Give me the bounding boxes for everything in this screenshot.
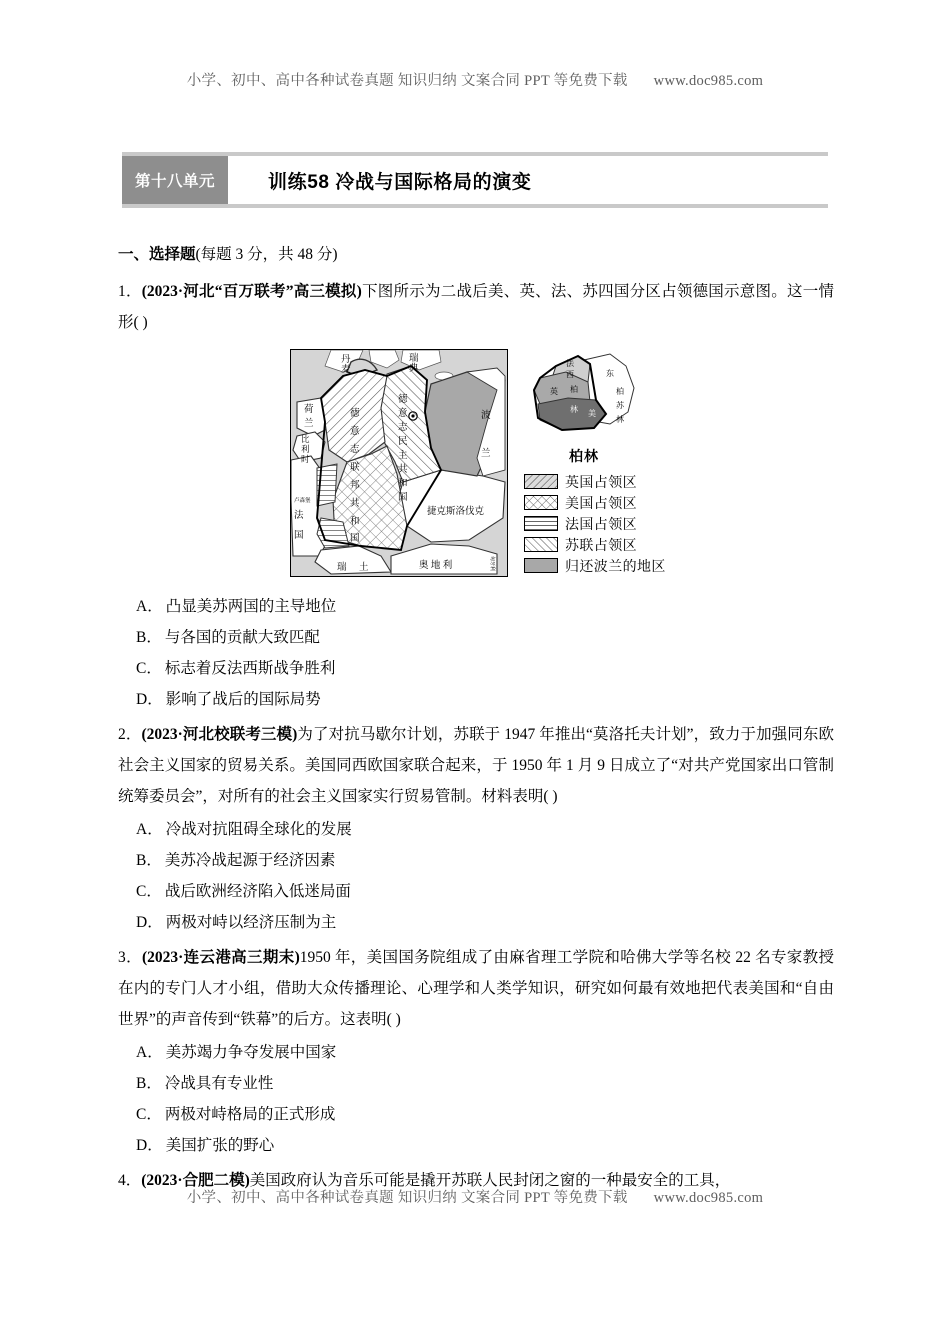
watermark-top (0, 69, 950, 90)
option-text: 美苏竭力争夺发展中国家 (165, 1044, 337, 1061)
option-text: 冷战对抗阻碍全球化的发展 (165, 821, 352, 838)
legend-swatch-poland-icon (524, 558, 558, 573)
question-3-stem: 1950 年，美国国务院组成了由麻省理工学院和哈佛大学等名校 22 名专家教授在内的专门人才小组，借助大众传播理论、心理学和人类学知识，研究如何最有效地把代表美国和“自由世界”的声音传到“铁幕”的后方。这表明( ) (118, 949, 834, 1028)
legend-swatch-fr-icon (524, 516, 558, 531)
question-1-number: 1． (118, 283, 142, 300)
question-1 (118, 276, 834, 338)
option-letter: A． (136, 821, 163, 838)
map-label-czechoslovakia: 捷克斯洛伐克 (427, 507, 485, 517)
legend-row-poland (524, 555, 674, 576)
question-1-option-b[interactable] (118, 622, 834, 653)
question-content (118, 240, 834, 1196)
question-1-option-c[interactable] (118, 653, 834, 684)
map-label-gdr-4: 民 (398, 437, 408, 447)
legend-row-su (524, 534, 674, 555)
option-letter: D． (136, 914, 163, 931)
map-label-france2: 国 (294, 531, 304, 541)
legend-label-uk: 英国占领区 (565, 475, 637, 491)
watermark-text: 小学、初中、高中各种试卷真题 知识归纳 文案合同 PPT 等免费下载 (186, 1190, 628, 1206)
question-1-options (118, 591, 834, 715)
question-3-options (118, 1037, 834, 1161)
option-letter: B． (136, 1075, 162, 1092)
map-label-gdr-7: 和 (398, 479, 408, 489)
inset-caption: 柏林 (569, 450, 599, 465)
option-letter: D． (136, 1137, 163, 1154)
question-3-source: (2023·连云港高三期末) (141, 949, 300, 966)
map-label-sweden2: 典 (409, 364, 419, 374)
legend-label-su: 苏联占领区 (565, 538, 637, 554)
map-legend (524, 471, 674, 576)
map-label-frg-3: 志 (350, 445, 360, 455)
legend-row-fr (524, 513, 674, 534)
question-4-source: (2023·合肥二模) (141, 1172, 250, 1189)
option-text: 两极对峙以经济压制为主 (165, 914, 337, 931)
map-label-gdr-8: 国 (398, 493, 408, 503)
map-label-poland: 波 (481, 411, 491, 421)
inset-label-us: 美 (588, 409, 596, 418)
map-label-gdr-2: 意 (398, 409, 408, 419)
question-2-option-b[interactable] (118, 845, 834, 876)
legend-swatch-su-icon (524, 537, 558, 552)
map-germany-svg (291, 350, 507, 576)
question-1-option-d[interactable] (118, 684, 834, 715)
berlin-inset-svg (522, 350, 662, 450)
question-1-source: (2023·河北“百万联考”高三模拟) (141, 283, 362, 300)
watermark-url: www.doc985.com (653, 73, 764, 89)
map-label-frg-8: 国 (350, 534, 360, 544)
map-label-belgium: 比 (301, 434, 310, 444)
map-label-gdr-5: 主 (398, 451, 408, 461)
unit-banner (122, 152, 828, 208)
option-letter: A． (136, 598, 163, 615)
unit-banner-inner (122, 156, 828, 204)
map-label-poland2: 兰 (481, 449, 491, 459)
inset-label-fr: 法 (566, 359, 574, 368)
option-text: 美苏冷战起源于经济因素 (164, 852, 336, 869)
map-label-belgium2: 利 (301, 444, 310, 454)
legend-swatch-us-icon (524, 495, 558, 510)
question-2-option-d[interactable] (118, 907, 834, 938)
option-text: 战后欧洲经济陷入低迷局面 (164, 883, 351, 900)
page-title: 训练58 冷战与国际格局的演变 (268, 171, 532, 193)
watermark-url: www.doc985.com (653, 1190, 764, 1206)
option-text: 影响了战后的国际局势 (165, 691, 321, 708)
map-label-gdr-1: 德 (398, 395, 408, 405)
legend-label-us: 美国占领区 (565, 496, 637, 512)
inset-label-bo2: 柏 (616, 387, 624, 396)
inset-label-east: 东 (606, 369, 614, 378)
option-letter: C． (136, 883, 162, 900)
legend-label-fr: 法国占领区 (565, 517, 637, 533)
map-label-frg-7: 和 (350, 517, 360, 527)
option-letter: B． (136, 852, 162, 869)
banner-title-box (228, 156, 828, 204)
legend-row-uk (524, 471, 674, 492)
map-label-frg-2: 意 (350, 427, 360, 437)
map-label-frg-6: 共 (350, 499, 360, 509)
option-text: 两极对峙格局的正式形成 (164, 1106, 336, 1123)
option-text: 冷战具有专业性 (164, 1075, 274, 1092)
question-2-option-c[interactable] (118, 876, 834, 907)
section-heading (118, 240, 834, 270)
question-2 (118, 719, 834, 812)
question-3-number: 3． (118, 949, 142, 966)
section-heading-label: 一、选择题 (118, 246, 196, 263)
map-label-austria: 奥 地 利 (419, 561, 453, 571)
inset-label-su: 苏 (616, 401, 624, 410)
question-3-option-b[interactable] (118, 1068, 834, 1099)
inset-label-lin: 林 (570, 405, 578, 414)
map-label-frg-5: 邦 (350, 481, 360, 491)
question-1-stem: 下图所示为二战后美、英、法、苏四国分区占领德国示意图。这一情形( ) (118, 283, 834, 331)
map-label-gdr-6: 共 (398, 465, 408, 475)
map-label-luxembourg: 卢森堡 (294, 498, 311, 504)
map-label-belgium3: 时 (301, 454, 310, 464)
question-4-stem: 美国政府认为音乐可能是撬开苏联人民封闭之窗的一种最安全的工具， (249, 1172, 731, 1189)
question-2-options (118, 814, 834, 938)
question-3 (118, 942, 834, 1035)
inset-label-west: 西 (566, 370, 574, 379)
map-label-denmark: 丹 (341, 355, 351, 365)
option-text: 与各国的贡献大致匹配 (164, 629, 320, 646)
question-3-option-c[interactable] (118, 1099, 834, 1130)
map-label-frg-1: 德 (350, 409, 360, 419)
inset-label-uk: 英 (550, 387, 558, 396)
inset-label-bo: 柏 (570, 385, 578, 394)
figure-body (290, 346, 666, 581)
question-4-number: 4． (118, 1172, 142, 1189)
question-2-option-a[interactable] (118, 814, 834, 845)
option-text: 美国扩张的野心 (165, 1137, 275, 1154)
legend-label-poland: 归还波兰的地区 (565, 559, 666, 575)
option-letter: D． (136, 691, 163, 708)
watermark-text: 小学、初中、高中各种试卷真题 知识归纳 文案合同 PPT 等免费下载 (186, 73, 628, 89)
figure-germany-occupation-zones (118, 346, 834, 581)
legend-row-us (524, 492, 674, 513)
map-label-switzerland2: 土 (359, 563, 369, 573)
map-berlin-inset (522, 350, 662, 460)
option-letter: B． (136, 629, 162, 646)
question-3-option-d[interactable] (118, 1130, 834, 1161)
map-label-netherlands: 荷 (304, 405, 314, 415)
option-text: 标志着反法西斯战争胜利 (164, 660, 336, 677)
question-2-source: (2023·河北校联考三模) (141, 726, 298, 743)
question-3-option-a[interactable] (118, 1037, 834, 1068)
legend-swatch-uk-icon (524, 474, 558, 489)
map-label-denmark2: 麦 (341, 365, 351, 375)
map-label-switzerland: 瑞 (337, 563, 347, 573)
map-main-frame (290, 349, 508, 577)
map-label-frg-4: 联 (350, 463, 360, 473)
map-label-france: 法 (294, 511, 304, 521)
question-1-option-a[interactable] (118, 591, 834, 622)
option-letter: A． (136, 1044, 163, 1061)
option-text: 凸显美苏两国的主导地位 (165, 598, 337, 615)
question-2-number: 2． (118, 726, 142, 743)
option-letter: C． (136, 1106, 162, 1123)
map-label-sweden: 瑞 (409, 354, 419, 364)
unit-tag: 第十八单元 (122, 156, 228, 204)
section-heading-meta: (每题 3 分，共 48 分) (195, 246, 338, 263)
inset-label-lin2: 林 (616, 415, 624, 424)
map-label-gdr-3: 志 (398, 423, 408, 433)
watermark-bottom (0, 1186, 950, 1207)
map-label-hungary: 匈牙利 (489, 556, 494, 572)
map-label-netherlands2: 兰 (304, 419, 314, 429)
question-2-stem: 为了对抗马歇尔计划，苏联于 1947 年推出“莫洛托夫计划”，致力于加强同东欧社会主义国家的贸易关系。美国同西欧国家联合起来，于 1950 年 1 月 9 日成立了“对共产党国家出口管制统筹委员会”，对所有的社会主义国家实行贸易管制。材料表明( ) (118, 726, 834, 805)
option-letter: C． (136, 660, 162, 677)
